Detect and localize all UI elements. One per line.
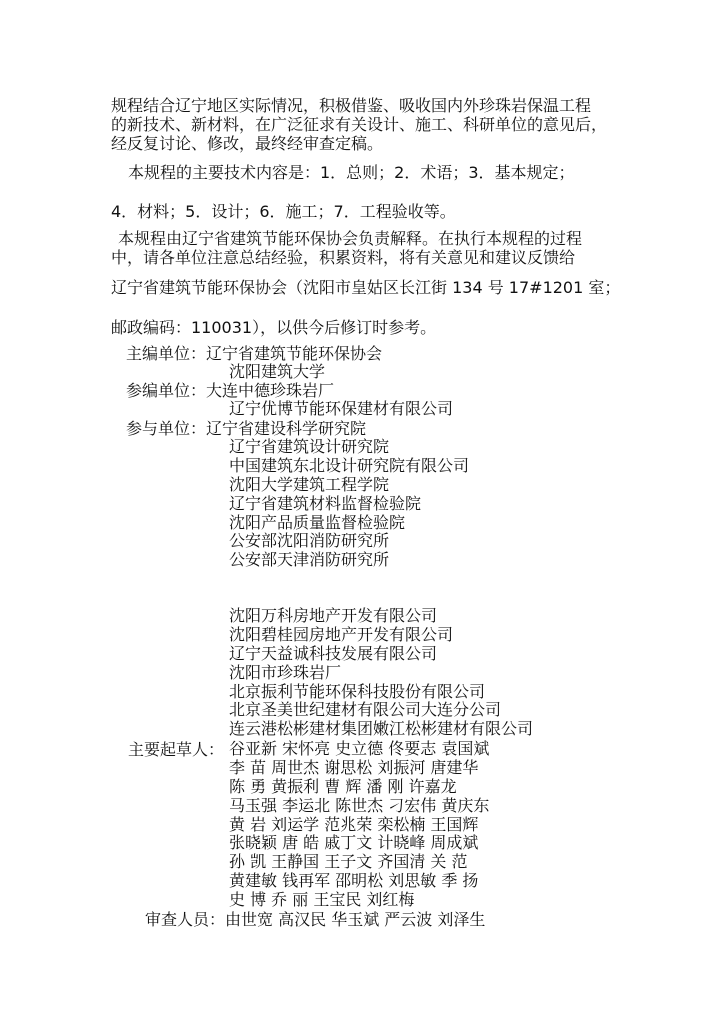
para3-line-4: 邮政编码：110031），以供今后修订时参考。 (111, 318, 437, 337)
list-item: 辽宁省建筑材料监督检验院 (229, 493, 422, 513)
list-item: 沈阳大学建筑工程学院 (229, 474, 390, 494)
list-item: 连云港松彬建材集团嫩江松彬建材有限公司 (229, 719, 534, 739)
list-item: 马玉强 李运北 陈世杰 刁宏伟 黄庆东 (229, 795, 490, 815)
chief-unit-row (126, 344, 382, 363)
list-item: 沈阳市珍珠岩厂 (229, 662, 342, 682)
list-item: 辽宁省建筑设计研究院 (229, 437, 390, 456)
list-item: 黄建敏 钱再军 邵明松 刘思敏 季 扬 (229, 871, 479, 891)
participant-unit-label: 参与单位： (126, 419, 207, 438)
para3-line-3: 辽宁省建筑节能环保协会（沈阳市皇姑区长江街 134 号 17#1201 室； (111, 278, 621, 297)
list-item: 公安部沈阳消防研究所 (229, 531, 390, 551)
para2-line-1: 本规程的主要技术内容是：1．总则；2．术语；3．基本规定； (128, 163, 575, 182)
reviewers-label: 审查人员： (145, 910, 226, 929)
reviewers-names: 由世宽 高汉民 华玉斌 严云波 刘泽生 (225, 910, 486, 929)
para3-line-1: 本规程由辽宁省建筑节能环保协会负责解释。在执行本规程的过程 (118, 229, 583, 248)
participant-unit-first: 辽宁省建设科学研究院 (206, 419, 367, 438)
list-item: 陈 勇 黄振利 曹 辉 潘 刚 许嘉龙 (229, 776, 457, 796)
list-item: 李 苗 周世杰 谢思松 刘振河 唐建华 (229, 757, 479, 777)
chief-unit-label: 主编单位： (126, 344, 207, 363)
para1-line-3: 经反复讨论、修改，最终经审查定稿。 (111, 134, 384, 153)
participant-unit-row (126, 419, 366, 438)
list-item: 史 博 乔 丽 王宝民 刘红梅 (229, 890, 415, 910)
list-item: 沈阳碧桂园房地产开发有限公司 (229, 624, 454, 644)
list-item: 北京圣美世纪建材有限公司大连分公司 (229, 700, 502, 720)
para1-line-1: 规程结合辽宁地区实际情况，积极借鉴、吸收国内外珍珠岩保温工程 (111, 96, 592, 115)
chief-unit-list (229, 363, 325, 382)
para2-line-2: 4．材料；5．设计；6．施工；7．工程验收等。 (111, 202, 456, 221)
participant-unit-list-2 (229, 607, 533, 739)
co-unit-first: 大连中德珍珠岩厂 (206, 381, 335, 400)
list-item: 张晓颖 唐 皓 戚丁文 计晓峰 周成斌 (229, 833, 479, 853)
list-item: 沈阳建筑大学 (229, 362, 326, 381)
list-item: 公安部天津消防研究所 (229, 550, 390, 570)
list-item: 辽宁优博节能环保建材有限公司 (229, 399, 454, 418)
list-item: 沈阳万科房地产开发有限公司 (229, 606, 438, 625)
para1-line-2: 的新技术、新材料，在广泛征求有关设计、施工、科研单位的意见后， (111, 115, 608, 134)
list-item: 谷亚新 宋怀亮 史立德 佟要志 袁国斌 (229, 739, 490, 758)
list-item: 辽宁天益诚科技发展有限公司 (229, 643, 438, 663)
list-item: 黄 岩 刘运学 范兆荣 栾松楠 王国辉 (229, 814, 479, 834)
list-item: 北京振利节能环保科技股份有限公司 (229, 681, 486, 701)
para3-line-2: 中，请各单位注意总结经验，积累资料，将有关意见和建议反馈给 (111, 248, 576, 267)
reviewers-row (145, 910, 485, 929)
drafters-label: 主要起草人： (128, 740, 225, 759)
list-item: 中国建筑东北设计研究院有限公司 (229, 455, 470, 475)
list-item: 沈阳产品质量监督检验院 (229, 512, 406, 532)
drafters-list (229, 740, 489, 910)
participant-unit-list (229, 438, 469, 570)
co-unit-label: 参编单位： (126, 381, 207, 400)
chief-unit-first: 辽宁省建筑节能环保协会 (206, 344, 383, 363)
list-item: 孙 凯 王静国 王子文 齐国清 关 范 (229, 852, 468, 872)
co-unit-row (126, 381, 334, 400)
co-unit-list (229, 400, 453, 419)
